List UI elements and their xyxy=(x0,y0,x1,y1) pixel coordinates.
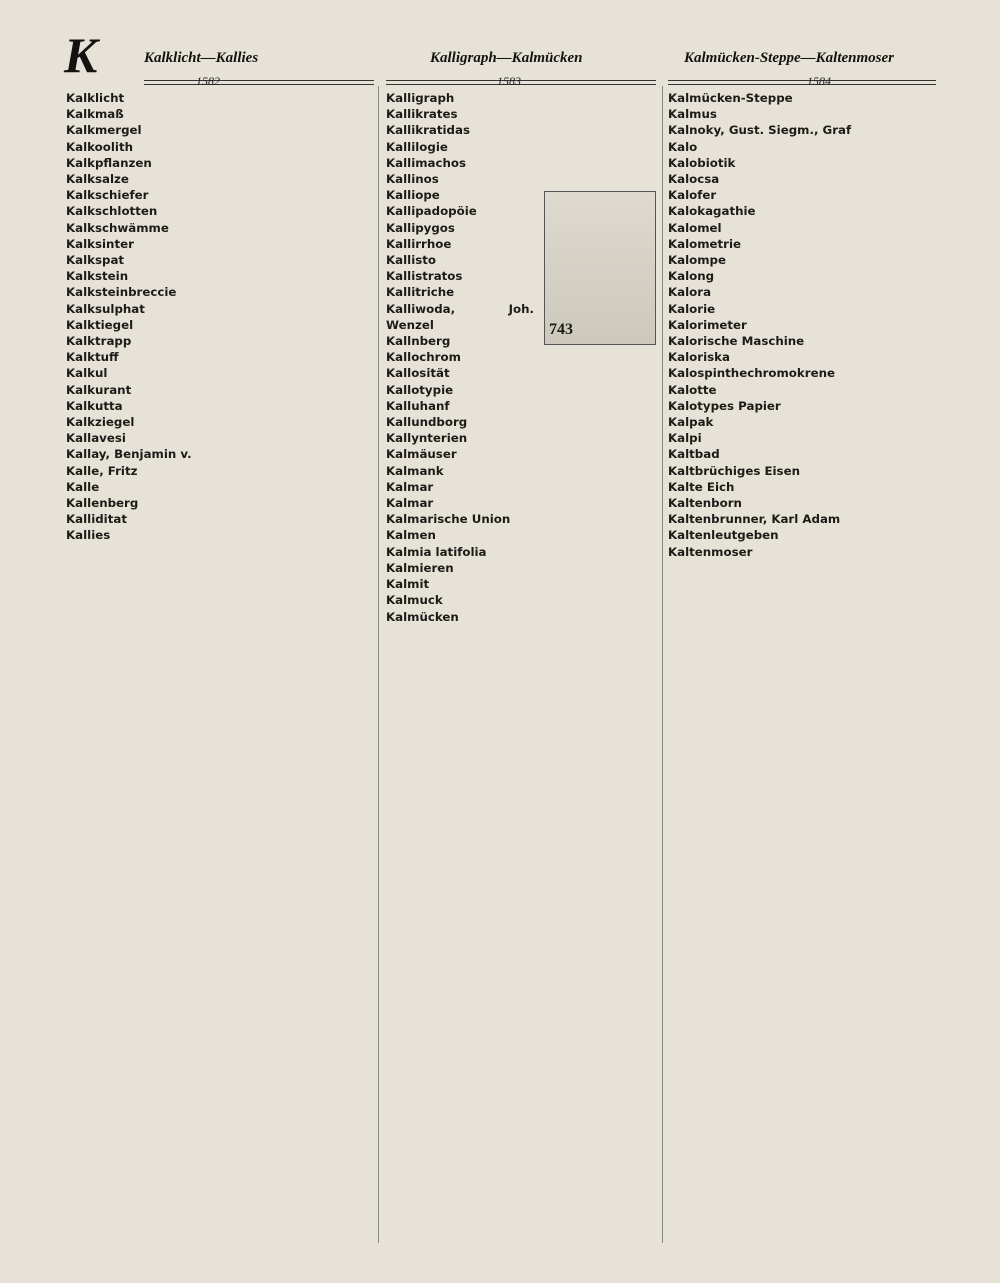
entry-headword: Kaltenmoser xyxy=(668,544,753,559)
entry-headword: Kalktuff xyxy=(66,350,119,365)
dictionary-entry xyxy=(668,495,938,511)
entry-headword: Kalokagathie xyxy=(668,204,756,219)
dictionary-entry xyxy=(66,122,360,138)
dictionary-entry xyxy=(66,139,360,155)
entry-headword: Kalomel xyxy=(668,220,722,235)
entry-headword: Kallies xyxy=(66,528,111,543)
entry-headword: Kallistratos xyxy=(386,269,463,284)
section-letter: K xyxy=(64,27,98,83)
dictionary-entry xyxy=(668,284,938,300)
entry-headword: Kalksteinbreccie xyxy=(66,285,177,300)
entry-headword: Kalktiegel xyxy=(66,317,134,332)
entry-headword: Kalkoolith xyxy=(66,139,134,154)
dictionary-entry xyxy=(66,349,360,365)
dictionary-entry xyxy=(386,446,656,462)
dictionary-entry xyxy=(386,382,656,398)
entry-headword: Kalliwoda, Joh. Wenzel xyxy=(386,301,534,332)
dictionary-entry xyxy=(668,106,938,122)
dictionary-entry xyxy=(66,398,360,414)
dictionary-entry xyxy=(386,609,656,625)
dictionary-entry xyxy=(386,122,656,138)
dictionary-entry xyxy=(668,333,938,349)
dictionary-entry xyxy=(386,349,656,365)
dictionary-entry xyxy=(386,155,656,171)
dictionary-entry xyxy=(668,171,938,187)
entry-headword: Kalorie xyxy=(668,301,716,316)
entry-headword: Kalocsa xyxy=(668,172,720,187)
entry-headword: Kalktrapp xyxy=(66,334,132,349)
dictionary-entry xyxy=(668,203,938,219)
entry-headword: Kallnberg xyxy=(386,334,451,349)
entry-headword: Kalmit xyxy=(386,577,430,592)
dictionary-entry xyxy=(66,252,360,268)
dictionary-entry xyxy=(668,463,938,479)
entry-headword: Kalkziegel xyxy=(66,415,135,430)
entry-headword: Kallinos xyxy=(386,172,439,187)
entry-headword: Kalotte xyxy=(668,382,717,397)
entry-headword: Kalora xyxy=(668,285,712,300)
entry-headword: Kalmücken xyxy=(386,609,459,624)
dictionary-entry xyxy=(386,106,656,122)
dictionary-entry xyxy=(386,463,656,479)
dictionary-entry xyxy=(668,382,938,398)
dictionary-entry xyxy=(668,479,938,495)
entry-headword: Kaltenborn xyxy=(668,496,742,511)
dictionary-entry xyxy=(386,171,656,187)
entry-headword: Kaltenleutgeben xyxy=(668,528,779,543)
dictionary-entry xyxy=(66,479,360,495)
entry-headword: Kalksalze xyxy=(66,172,129,187)
entry-headword: Kalometrie xyxy=(668,236,742,251)
dictionary-entry xyxy=(66,106,360,122)
entry-headword: Kallimachos xyxy=(386,155,467,170)
entry-headword: Kallitriche xyxy=(386,285,455,300)
entry-headword: Kalkutta xyxy=(66,398,123,413)
entry-headword: Kallikratidas xyxy=(386,123,470,138)
entry-headword: Kallipadopöie xyxy=(386,204,477,219)
entry-headword: Kalluhanf xyxy=(386,398,450,413)
entry-headword: Kalle xyxy=(66,479,100,494)
entry-headword: Kalksulphat xyxy=(66,301,145,316)
dictionary-entry xyxy=(668,398,938,414)
entry-headword: Kalliope xyxy=(386,188,440,203)
entry-headword: Kalorische Maschine xyxy=(668,334,805,349)
dictionary-entry xyxy=(386,511,656,527)
dictionary-entry xyxy=(386,495,656,511)
dictionary-entry xyxy=(668,268,938,284)
dictionary-entry xyxy=(386,479,656,495)
entry-headword: Kalpak xyxy=(668,415,714,430)
entry-headword: Kalmia latifolia xyxy=(386,544,487,559)
entry-headword: Kallochrom xyxy=(386,350,461,365)
dictionary-entry xyxy=(66,430,360,446)
dictionary-entry xyxy=(66,527,360,543)
dictionary-entry xyxy=(66,236,360,252)
dictionary-entry xyxy=(66,463,360,479)
dictionary-entry xyxy=(66,284,360,300)
dictionary-entry xyxy=(66,365,360,381)
entry-headword: Kallosität xyxy=(386,366,450,381)
entry-headword: Kalospinthechromokrene xyxy=(668,366,835,381)
entry-headword: Kalmus xyxy=(668,107,717,122)
dictionary-entry xyxy=(386,139,656,155)
dictionary-entry xyxy=(668,446,938,462)
dictionary-entry xyxy=(668,511,938,527)
entry-headword: Kallotypie xyxy=(386,382,454,397)
dictionary-entry xyxy=(668,236,938,252)
running-head-right: Kalmücken-Steppe—Kaltenmoser xyxy=(684,50,894,66)
column-right xyxy=(668,90,938,1250)
header-rule-left xyxy=(144,80,374,85)
entry-headword: Kallundborg xyxy=(386,415,468,430)
entry-headword: Kalkstein xyxy=(66,269,129,284)
dictionary-entry xyxy=(66,495,360,511)
entry-headword: Kalmarische Union xyxy=(386,512,511,527)
entry-headword: Kaltbad xyxy=(668,447,720,462)
dictionary-entry xyxy=(386,90,656,106)
dictionary-entry xyxy=(66,414,360,430)
figure-number: 743 xyxy=(549,321,573,339)
entry-headword: Kalotypes Papier xyxy=(668,398,781,413)
entry-headword: Kallipygos xyxy=(386,220,455,235)
dictionary-entry xyxy=(668,90,938,106)
entry-headword: Kallikrates xyxy=(386,107,458,122)
entry-headword: Kalnoky, Gust. Siegm., Graf xyxy=(668,123,852,138)
entry-headword: Kalong xyxy=(668,269,715,284)
entry-headword: Kallavesi xyxy=(66,431,126,446)
dictionary-entry xyxy=(66,446,360,462)
entry-headword: Kaltbrüchiges Eisen xyxy=(668,463,800,478)
entry-headword: Kalmank xyxy=(386,463,444,478)
dictionary-entry xyxy=(668,220,938,236)
dictionary-entry xyxy=(386,527,656,543)
page-number-right: 1584 xyxy=(807,74,831,88)
entry-headword: Kalompe xyxy=(668,253,726,268)
dictionary-entry xyxy=(66,268,360,284)
column-middle xyxy=(386,90,656,1250)
column-separator xyxy=(378,86,379,1243)
dictionary-entry xyxy=(386,430,656,446)
running-head-middle: Kalligraph—Kalmücken xyxy=(430,50,583,66)
column-left xyxy=(66,90,360,1250)
dictionary-entry xyxy=(66,90,360,106)
dictionary-entry xyxy=(66,301,360,317)
entry-headword: Kalligraph xyxy=(386,91,455,105)
dictionary-entry xyxy=(668,430,938,446)
page-number-middle: 1583 xyxy=(497,74,521,88)
entry-headword: Kalmücken-Steppe xyxy=(668,91,793,105)
dictionary-entry xyxy=(668,139,938,155)
dictionary-entry xyxy=(386,544,656,560)
entry-headword: Kalkmergel xyxy=(66,123,142,138)
dictionary-entry xyxy=(386,414,656,430)
entry-headword: Kalksinter xyxy=(66,236,134,251)
entry-headword: Kalkpflanzen xyxy=(66,155,152,170)
header-rule-right xyxy=(668,80,936,85)
dictionary-entry xyxy=(668,527,938,543)
dictionary-entry xyxy=(668,317,938,333)
entry-headword: Kalliditat xyxy=(66,512,127,527)
entry-headword: Kalkschlotten xyxy=(66,204,158,219)
entry-headword: Kalorimeter xyxy=(668,317,747,332)
dictionary-entry xyxy=(668,414,938,430)
dictionary-entry xyxy=(668,252,938,268)
dictionary-entry xyxy=(668,187,938,203)
figure-kalliope xyxy=(544,191,656,345)
entry-headword: Kalmar xyxy=(386,496,434,511)
dictionary-entry xyxy=(66,511,360,527)
header-rule-middle xyxy=(386,80,656,85)
entry-headword: Kalmäuser xyxy=(386,447,457,462)
entry-headword: Kalkschiefer xyxy=(66,188,149,203)
dictionary-entry xyxy=(386,576,656,592)
entry-headword: Kallynterien xyxy=(386,431,468,446)
dictionary-entry xyxy=(668,122,938,138)
entry-headword: Kallay, Benjamin v. xyxy=(66,447,192,462)
column-separator xyxy=(662,86,663,1243)
dictionary-entry xyxy=(668,349,938,365)
dictionary-entry xyxy=(668,365,938,381)
entry-headword: Kalklicht xyxy=(66,91,125,105)
entry-headword: Kalobiotik xyxy=(668,155,736,170)
dictionary-entry xyxy=(668,301,938,317)
entry-headword: Kalmar xyxy=(386,479,434,494)
dictionary-entry xyxy=(66,171,360,187)
dictionary-entry xyxy=(66,155,360,171)
entry-headword: Kallirrhoe xyxy=(386,236,452,251)
dictionary-entry xyxy=(386,560,656,576)
dictionary-entry xyxy=(66,187,360,203)
entry-headword: Kallilogie xyxy=(386,139,448,154)
dictionary-entry xyxy=(668,155,938,171)
entry-headword: Kalofer xyxy=(668,188,717,203)
entry-headword: Kaloriska xyxy=(668,350,730,365)
entry-headword: Kalmen xyxy=(386,528,436,543)
entry-headword: Kalle, Fritz xyxy=(66,463,138,478)
dictionary-entry xyxy=(66,203,360,219)
entry-headword: Kalkschwämme xyxy=(66,220,169,235)
entry-headword: Kalkul xyxy=(66,366,108,381)
entry-headword: Kalte Eich xyxy=(668,479,735,494)
dictionary-entry xyxy=(66,333,360,349)
entry-headword: Kalkmaß xyxy=(66,107,124,122)
entry-headword: Kaltenbrunner, Karl Adam xyxy=(668,512,841,527)
dictionary-entry xyxy=(668,544,938,560)
entry-headword: Kalo xyxy=(668,139,698,154)
dictionary-entry xyxy=(66,220,360,236)
dictionary-entry xyxy=(386,398,656,414)
entry-headword: Kalkurant xyxy=(66,382,132,397)
page-number-left: 1582 xyxy=(196,74,220,88)
dictionary-entry xyxy=(66,382,360,398)
running-head-left: Kalklicht—Kallies xyxy=(144,50,259,66)
entry-headword: Kallenberg xyxy=(66,496,139,511)
entry-headword: Kalkspat xyxy=(66,253,125,268)
entry-headword: Kallisto xyxy=(386,253,436,268)
dictionary-entry xyxy=(386,365,656,381)
dictionary-entry xyxy=(66,317,360,333)
entry-headword: Kalpi xyxy=(668,431,702,446)
entry-headword: Kalmieren xyxy=(386,560,454,575)
dictionary-entry xyxy=(386,592,656,608)
entry-headword: Kalmuck xyxy=(386,593,443,608)
